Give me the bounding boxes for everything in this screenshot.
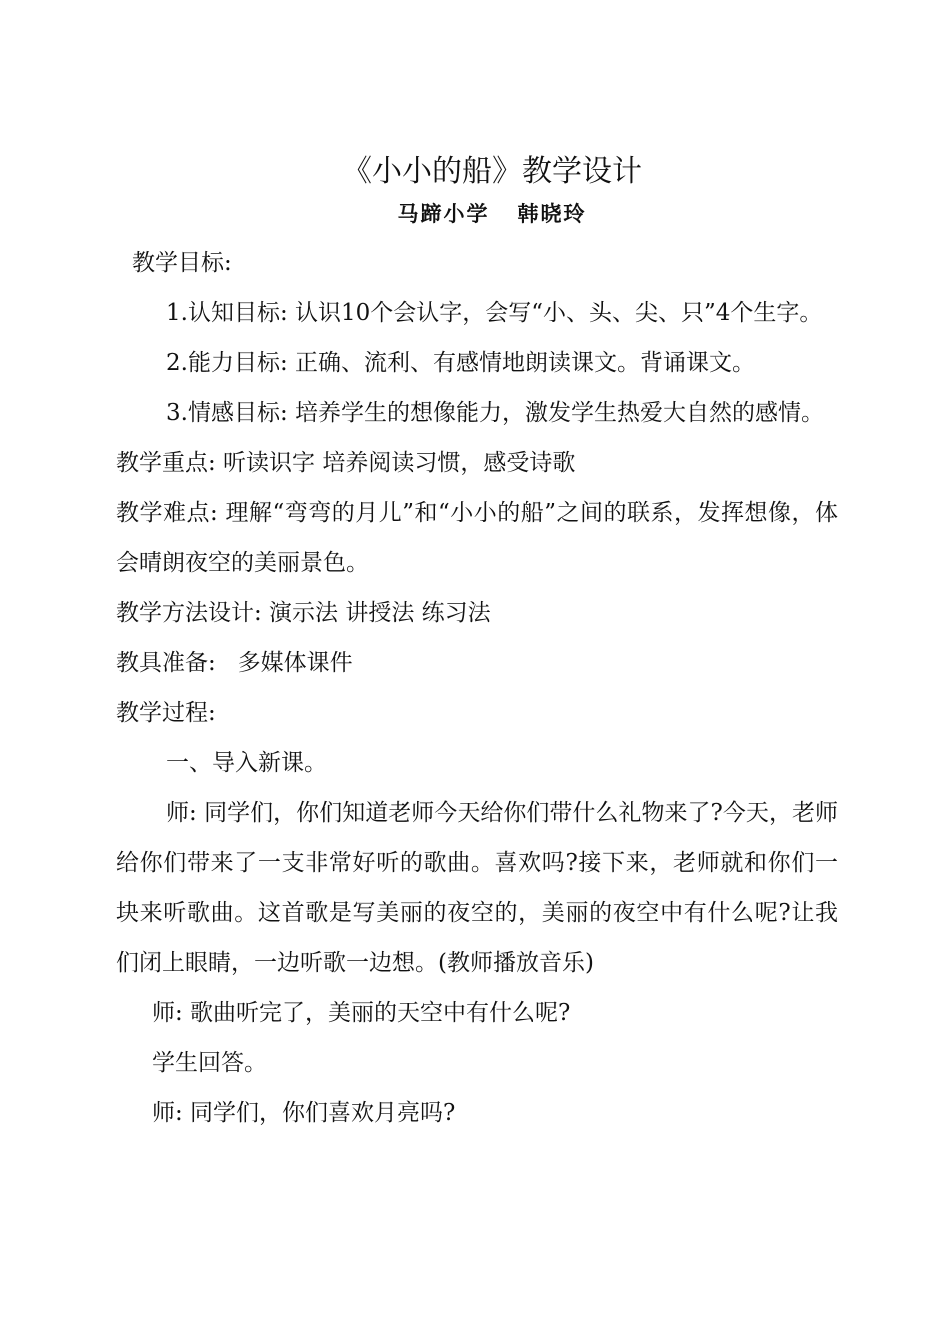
teaching-materials: 教具准备: 多媒体课件 xyxy=(116,650,353,676)
goal-emotion: 3.情感目标: 培养学生的想像能力，激发学生热爱大自然的感情。 xyxy=(166,400,825,426)
teaching-methods: 教学方法设计: 演示法 讲授法 练习法 xyxy=(116,600,491,626)
document-title: 《小小的船》教学设计 xyxy=(342,154,642,189)
paragraph-teacher-question: 师: 歌曲听完了，美丽的天空中有什么呢? xyxy=(152,1000,571,1026)
section-intro-heading: 一、导入新课。 xyxy=(166,750,327,776)
paragraph-teacher-moon: 师: 同学们，你们喜欢月亮吗? xyxy=(152,1100,456,1126)
key-points: 教学重点: 听读识字 培养阅读习惯，感受诗歌 xyxy=(116,450,576,476)
goal-cognitive: 1.认知目标: 认识10个会认字，会写“小、头、尖、只”4个生字。 xyxy=(166,300,823,326)
process-heading: 教学过程: xyxy=(116,700,216,726)
author-line xyxy=(116,194,838,234)
paragraph-student-answer: 学生回答。 xyxy=(152,1050,267,1076)
difficult-points: 教学难点: 理解“弯弯的月儿”和“小小的船”之间的联系，发挥想像，体会晴朗夜空的美丽景色。 xyxy=(116,500,838,576)
paragraph-teacher-intro: 师: 同学们，你们知道老师今天给你们带什么礼物来了?今天，老师给你们带来了一支非常好听的歌曲。喜欢吗?接下来，老师就和你们一块来听歌曲。这首歌是写美丽的夜空的，美丽的夜空中有什么呢?让我们闭上眼睛，一边听歌一边想。(教师播放音乐) xyxy=(116,800,838,976)
teacher-name: 韩晓玲 xyxy=(517,201,587,226)
goals-heading: 教学目标: xyxy=(132,250,232,276)
document-page xyxy=(116,150,838,1138)
goal-ability: 2.能力目标: 正确、流利、有感情地朗读课文。背诵课文。 xyxy=(166,350,756,376)
school-name: 马蹄小学 xyxy=(397,201,490,226)
